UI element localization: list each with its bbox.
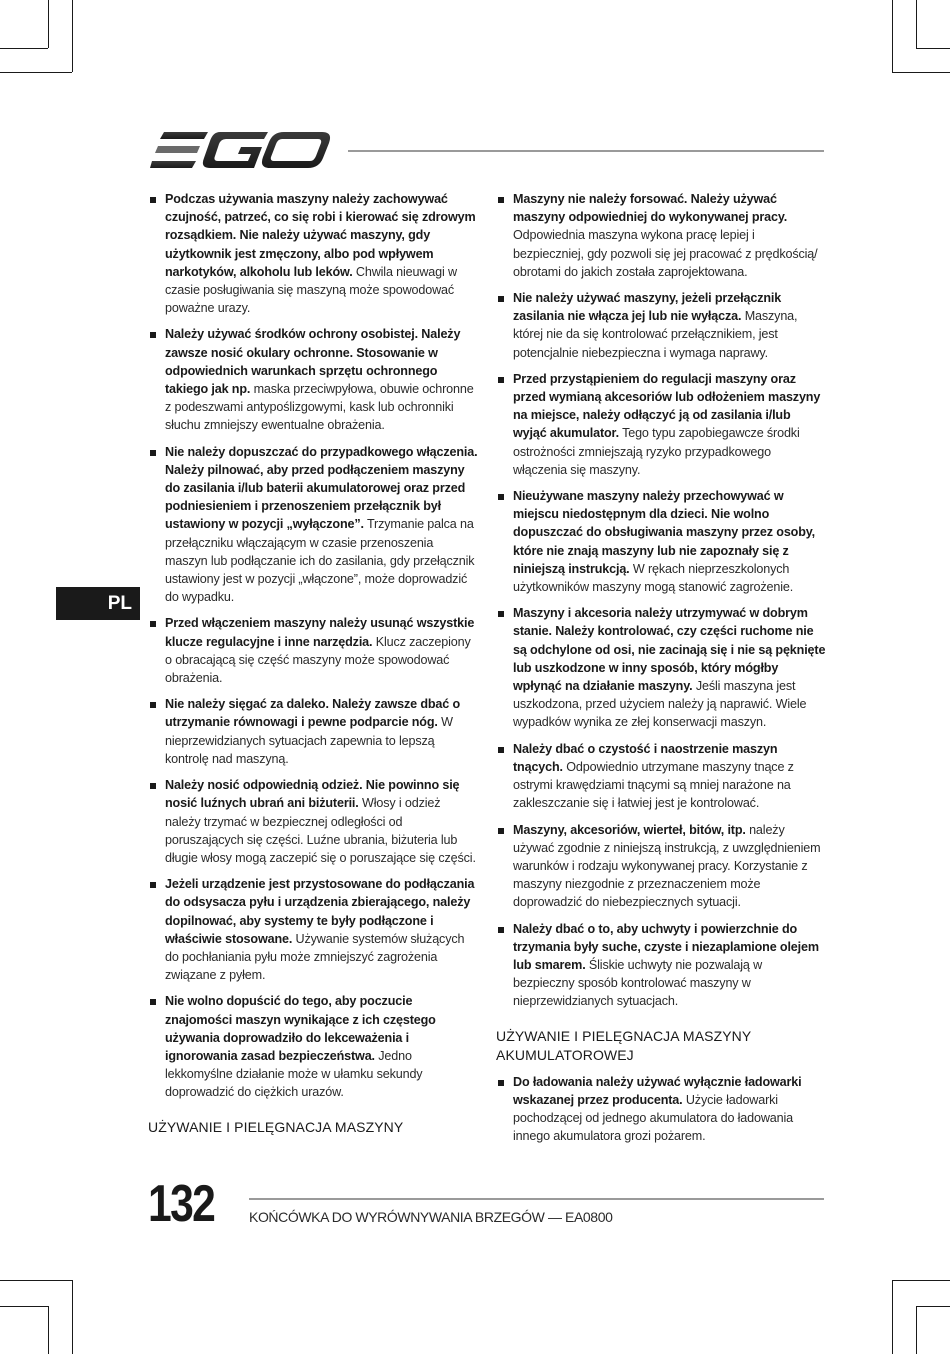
bullet-item xyxy=(148,776,478,867)
bullet-item xyxy=(496,1073,826,1146)
crop-mark xyxy=(48,1306,49,1354)
bullet-body-text: Włosy i odzież należy trzymać w bezpiecznej odległości od poruszających się części. Luźne ubrania, biżuteria lub długie włosy mogą zaczepić się o poruszające się części. xyxy=(165,796,476,865)
bullet-bold-text: Do ładowania należy używać wyłącznie ładowarki wskazanej przez producenta. xyxy=(513,1074,802,1107)
crop-mark xyxy=(892,72,950,73)
crop-mark xyxy=(48,0,49,48)
bullet-item xyxy=(148,614,478,687)
bullet-body-text: Używanie systemów służących do pochłaniania pyłu może zmniejszyć zagrożenia związane z pyłem. xyxy=(165,931,465,983)
section-heading-battery-machine: UŻYWANIE I PIELĘGNACJA MASZYNY AKUMULATOROWEJ xyxy=(496,1027,752,1063)
crop-mark xyxy=(916,1306,950,1307)
bullet-bold-text: Maszyny, akcesoriów, wierteł, bitów, itp. xyxy=(513,822,746,837)
bullet-body-text: Odpowiednio utrzymane maszyny tnące z ostrymi krawędziami tnącymi są mniej narażone na zakleszczanie się i łatwiej jest je kontrolować. xyxy=(513,759,794,811)
bullet-body-text: Śliskie uchwyty nie pozwalają w bezpieczny sposób kontrolować maszyny w nieprzewidzianych sytuacjach. xyxy=(513,957,763,1009)
bullet-item xyxy=(148,875,478,984)
bullet-bold-text: Jeżeli urządzenie jest przystosowane do podłączania do odsysacza pyłu i urządzenia zbierającego, należy dopilnować, aby systemy te były podłączone i właściwie stosowane. xyxy=(165,877,475,946)
bullet-body-text: W rękach nieprzeszkolonych użytkowników maszyny mogą stanowić zagrożenie. xyxy=(513,561,794,595)
footer-title: KOŃCÓWKA DO WYRÓWNYWANIA BRZEGÓW — EA0800 xyxy=(249,1209,613,1225)
footer-rule xyxy=(249,1198,824,1200)
bullet-bold-text: Maszyny i akcesoria należy utrzymywać w dobrym stanie. Należy kontrolować, czy części ruchome nie są odchylone od osi, nie zacinają się i nie są pęknięte lub uszkodzone w inny sposób, który mógłby wpłynąć na działanie maszyny. xyxy=(513,606,826,694)
crop-mark xyxy=(0,48,48,49)
crop-mark xyxy=(892,1280,893,1354)
crop-mark xyxy=(916,0,917,48)
bullet-bold-text: Należy dbać o to, aby uchwyty i powierzchnie do trzymania były suche, czyste i niezaplamione olejem lub smarem. xyxy=(513,921,819,972)
bullet-bold-text: Podczas używania maszyny należy zachowywać czujność, patrzeć, co się robi i kierować się zdrowym rozsądkiem. Nie należy używać maszyny, gdy użytkownik jest zmęczony, albo pod wpływem narkotyków, alkoholu lub leków. xyxy=(165,192,476,279)
bullet-bold-text: Nie wolno dopuścić do tego, aby poczucie znajomości maszyn wynikające z ich częstego używania doprowadziło do lekceważenia i ignorowania zasad bezpieczeństwa. xyxy=(165,994,436,1063)
crop-mark xyxy=(0,1280,72,1281)
bullet-bold-text: Nieużywane maszyny należy przechowywać w miejscu niedostępnym dla dzieci. Nie wolno dopuszczać do obsługiwania maszyny przez osoby, które nie znają maszyny lub nie zapoznały się z niniejszą instrukcją. xyxy=(513,489,816,576)
crop-mark xyxy=(916,48,950,49)
bullet-body-text: Jedno lekkomyślne działanie może w ułamku sekundy doprowadzić do ciężkich urazów. xyxy=(165,1048,423,1100)
bullet-body-text: Tego typu zapobiegawcze środki ostrożności zmniejszają ryzyko przypadkowego włączenia się maszyny. xyxy=(513,426,800,477)
bullet-item xyxy=(148,695,478,768)
bullet-bold-text: Przed przystąpieniem do regulacji maszyny oraz przed wymianą akcesoriów lub odłożeniem maszyny na miejsce, należy odłączyć ją od zasilania i/lub wyjąć akumulator. xyxy=(513,371,821,441)
bullet-bold-text: Należy nosić odpowiednią odzież. Nie powinno się nosić luźnych ubrań ani biżuterii. xyxy=(165,778,460,811)
bullet-bold-text: Należy używać środków ochrony osobistej. Należy zawsze nosić okulary ochronne. Stosowanie w odpowiednich warunkach sprzętu ochronnego takiego jak np. xyxy=(165,327,461,397)
bullet-item xyxy=(496,370,826,479)
language-tab: PL xyxy=(56,587,140,620)
right-bullet-list xyxy=(496,190,826,1011)
bullet-item xyxy=(148,190,478,317)
bullet-body-text: Klucz zaczepiony o obracającą się część maszyny może spowodować obrażenia. xyxy=(165,634,471,686)
bullet-item xyxy=(496,920,826,1011)
bullet-item xyxy=(496,289,826,362)
bullet-bold-text: Maszyny nie należy forsować. Należy używać maszyny odpowiedniej do wykonywanej pracy. xyxy=(513,192,788,225)
crop-mark xyxy=(72,1280,73,1354)
crop-mark xyxy=(72,0,73,72)
bullet-body-text: Chwila nieuwagi w czasie posługiwania się maszyną może spowodować poważne urazy. xyxy=(165,264,457,316)
bullet-body-text: Odpowiednia maszyna wykona pracę lepiej i bezpieczniej, gdy pozwoli się jej pracować z prędkością/ obrotami do jakich została zaprojektowana. xyxy=(513,228,818,279)
ego-logo xyxy=(150,128,332,172)
bullet-item xyxy=(148,443,478,607)
bullet-body-text: należy używać zgodnie z niniejszą instrukcją, z uwzględnieniem warunków i rodzaju wykonywanej pracy. Korzystanie z maszyny niezgodnie z przeznaczeniem może doprowadzić do niebezpiecznych sytuacji. xyxy=(513,822,821,910)
bullet-bold-text: Należy dbać o czystość i naostrzenie maszyn tnących. xyxy=(513,741,778,774)
crop-mark xyxy=(916,1306,917,1354)
bullet-bold-text: Nie należy używać maszyny, jeżeli przełącznik zasilania nie włącza jej lub nie wyłącza. xyxy=(513,291,782,324)
crop-mark xyxy=(0,1306,48,1307)
crop-mark xyxy=(892,0,893,72)
left-column xyxy=(148,190,478,1145)
bullet-body-text: Trzymanie palca na przełączniku włączającym w czasie przenoszenia maszyn lub podłączanie ich do zasilania, gdy przełącznik ustawiony jest w pozycji „włączone”, może doprowadzić do wypadku. xyxy=(165,517,475,605)
page-number: 132 xyxy=(148,1175,215,1233)
bullet-item xyxy=(496,487,826,596)
bullet-body-text: maska przeciwpyłowa, obuwie ochronne z podeszwami antypoślizgowymi, kask lub ochronniki słuchu zmniejszy ewentualne obrażenia. xyxy=(165,382,474,433)
section-heading-machine-use: UŻYWANIE I PIELĘGNACJA MASZYNY xyxy=(148,1118,404,1135)
header-rule xyxy=(348,150,824,152)
right-column xyxy=(496,190,826,1153)
bullet-body-text: Maszyna, której nie da się kontrolować przełącznikiem, jest potencjalnie niebezpieczna i wymaga naprawy. xyxy=(513,309,798,360)
bullet-bold-text: Nie należy sięgać za daleko. Należy zawsze dbać o utrzymanie równowagi i pewne podparcie nóg. xyxy=(165,697,461,730)
bullet-body-text: W nieprzewidzianych sytuacjach zapewnia to lepszą kontrolę nad maszyną. xyxy=(165,715,453,766)
bullet-bold-text: Nie należy dopuszczać do przypadkowego włączenia. Należy pilnować, aby przed podłączeniem maszyny do zasilania i/lub baterii akumulatorowej oraz przed podniesieniem i przenoszeniem przełącznik był ustawiony w pozycji „wyłączone”. xyxy=(165,444,478,532)
bullet-item xyxy=(496,740,826,813)
left-bullet-list xyxy=(148,190,478,1102)
bullet-item xyxy=(148,992,478,1101)
crop-mark xyxy=(0,72,72,73)
bullet-body-text: Jeśli maszyna jest uszkodzona, przed użyciem należy ją naprawić. Wiele wypadków wynika ze złej konserwacji maszyn. xyxy=(513,679,807,730)
bullet-bold-text: Przed włączeniem maszyny należy usunąć wszystkie klucze regulacyjne i inne narzędzia. xyxy=(165,616,475,649)
bullet-item xyxy=(148,325,478,434)
right-bullet-list-after xyxy=(496,1073,826,1146)
bullet-body-text: Użycie ładowarki pochodzącej od jednego akumulatora do ładowania innego akumulatora grozi pożarem. xyxy=(513,1092,794,1144)
bullet-item xyxy=(496,821,826,912)
bullet-item xyxy=(496,604,826,731)
bullet-item xyxy=(496,190,826,281)
crop-mark xyxy=(892,1280,950,1281)
